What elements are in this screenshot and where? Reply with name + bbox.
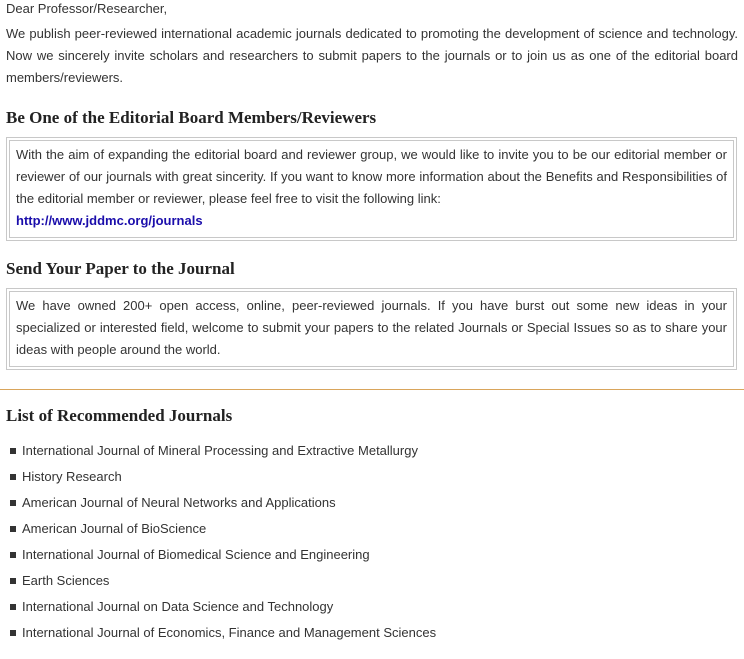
board-box-inner [9, 140, 734, 238]
square-bullet-icon [10, 474, 16, 480]
list-item [6, 490, 738, 516]
section-divider [0, 389, 744, 390]
list-item [6, 516, 738, 542]
journals-link[interactable]: http://www.jddmc.org/journals [16, 213, 203, 228]
journal-link[interactable]: Earth Sciences [22, 573, 110, 588]
square-bullet-icon [10, 448, 16, 454]
list-item [6, 568, 738, 594]
list-item [6, 464, 738, 490]
square-bullet-icon [10, 578, 16, 584]
paper-box [6, 288, 737, 370]
square-bullet-icon [10, 604, 16, 610]
journal-link[interactable]: International Journal of Biomedical Science and Engineering [22, 547, 370, 562]
list-item [6, 438, 738, 464]
greeting-text: Dear Professor/Researcher, [6, 1, 168, 16]
paper-heading: Send Your Paper to the Journal [6, 259, 235, 278]
journal-link[interactable]: International Journal of Mineral Processing and Extractive Metallurgy [22, 443, 418, 458]
square-bullet-icon [10, 500, 16, 506]
intro-paragraph: We publish peer-reviewed international academic journals dedicated to promoting the development of science and technology. Now we sincerely invite scholars and researchers to submit papers to the journals or to join us as one of the editorial board members/reviewers. [6, 26, 738, 85]
list-item [6, 542, 738, 568]
journal-link[interactable]: History Research [22, 469, 122, 484]
journal-link[interactable]: American Journal of BioScience [22, 521, 207, 536]
journal-link[interactable]: American Journal of Neural Networks and Applications [22, 495, 336, 510]
list-item [6, 620, 738, 646]
journal-link[interactable]: International Journal of Economics, Finance and Management Sciences [22, 625, 437, 640]
journal-list [6, 438, 738, 646]
recommended-heading: List of Recommended Journals [6, 406, 233, 425]
square-bullet-icon [10, 630, 16, 636]
recommended-section [0, 404, 744, 646]
board-text: With the aim of expanding the editorial board and reviewer group, we would like to invite you to be our editorial member or reviewer of our journals with great sincerity. If you want to know more information about the Benefits and Responsibilities of the editorial member or reviewer, please feel free to visit the following link: [16, 147, 727, 206]
paper-box-inner [9, 291, 734, 367]
board-heading: Be One of the Editorial Board Members/Reviewers [6, 108, 377, 127]
square-bullet-icon [10, 526, 16, 532]
square-bullet-icon [10, 552, 16, 558]
paper-text: We have owned 200+ open access, online, peer-reviewed journals. If you have burst out some new ideas in your specialized or interested field, welcome to submit your papers to the related Journals or Special Issues so as to share your ideas with people around the world. [16, 298, 727, 357]
board-box [6, 137, 737, 241]
journal-link[interactable]: International Journal on Data Science and Technology [22, 599, 334, 614]
list-item [6, 594, 738, 620]
